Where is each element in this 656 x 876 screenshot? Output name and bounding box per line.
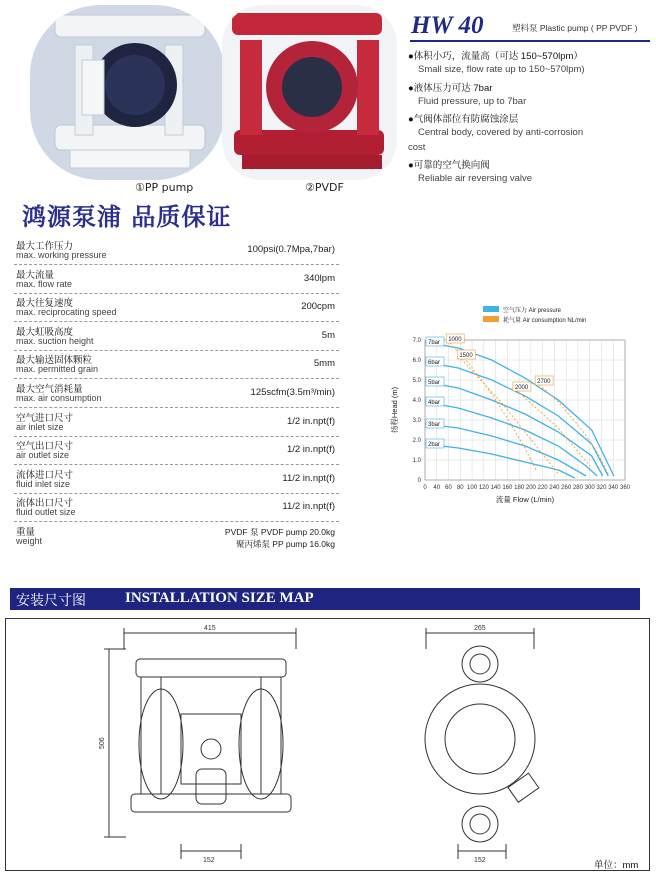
spec-row (14, 236, 339, 265)
x-tick-label: 300 (584, 485, 595, 491)
x-axis-label: 流量 Flow (L/min) (495, 495, 555, 504)
weight-pp: 聚丙烯泵 PP pump 16.0kg (235, 539, 335, 549)
drawing-frame (5, 618, 650, 871)
x-tick-label: 280 (572, 485, 583, 491)
spec-value: 200cpm (301, 301, 335, 313)
consumption-label: 2700 (537, 379, 551, 385)
plot-area (425, 340, 625, 480)
y-tick-label: 1.0 (412, 458, 421, 464)
performance-chart (385, 300, 640, 515)
legend-swatch (483, 316, 499, 322)
weight-zh: 重量 (16, 527, 36, 538)
spec-value: 11/2 in.npt(f) (282, 472, 335, 484)
spec-value: 1/2 in.npt(f) (286, 444, 335, 456)
pvdf-caption: ②PVDF (305, 181, 344, 194)
feature-4-en: Reliable air reversing valve (418, 173, 533, 184)
weight-row (14, 522, 339, 552)
spec-zh: 空气出口尺寸 (16, 441, 74, 453)
dim-height: 506 (99, 737, 106, 749)
weight-en: weight (16, 536, 43, 546)
pp-caption: ①PP pump (135, 181, 194, 194)
slogan: 鸿源泵浦 品质保证 (22, 202, 232, 231)
spec-value: 100psi(0.7Mpa,7bar) (247, 244, 335, 255)
curve-label: 5bar (428, 380, 441, 386)
spec-en: air inlet size (16, 421, 64, 432)
spec-row (14, 322, 339, 351)
feature-2-zh: ●液体压力可达 7bar (408, 83, 493, 94)
y-axis-label: 扬程Head (m) (390, 386, 399, 434)
x-tick-label: 360 (619, 485, 631, 491)
curve-label: 7bar (428, 340, 441, 346)
y-tick-label: 7.0 (412, 338, 421, 344)
spec-row (14, 293, 339, 322)
y-tick-label: 0 (417, 478, 421, 484)
spec-row (14, 265, 339, 294)
model-subtitle: 塑料泵 Plastic pump ( PP PVDF ) (512, 23, 638, 33)
feature-2-en: Fluid pressure, up to 7bar (418, 96, 527, 107)
x-tick-label: 160 (502, 485, 513, 491)
feature-4-zh: ●可靠的空气换向阀 (408, 160, 490, 171)
installation-drawing (6, 619, 649, 870)
title-rule (410, 40, 650, 42)
x-tick-label: 40 (433, 485, 441, 491)
weight-pvdf: PVDF 泵 PVDF pump 20.0kg (224, 527, 335, 537)
y-tick-label: 2.0 (412, 438, 421, 444)
spec-en: max. reciprocating speed (16, 307, 117, 318)
section-title-en: INSTALLATION SIZE MAP (125, 590, 314, 606)
x-tick-label: 100 (467, 485, 478, 491)
dim-width: 415 (204, 625, 216, 632)
consumption-label: 1500 (459, 353, 473, 359)
spec-row (14, 465, 339, 494)
spec-en: max. suction height (16, 335, 94, 346)
spec-value: 1/2 in.npt(f) (286, 415, 335, 427)
spec-row (14, 493, 339, 522)
spec-zh: 流体出口尺寸 (16, 498, 74, 510)
spec-en: air outlet size (16, 450, 70, 461)
x-tick-label: 320 (596, 485, 607, 491)
spec-zh: 最大流量 (16, 269, 55, 281)
x-tick-label: 340 (608, 485, 619, 491)
spec-en: fluid outlet size (16, 507, 76, 518)
spec-value: 125scfm(3.5m³/min) (250, 387, 335, 398)
spec-value: 340lpm (303, 272, 335, 284)
section-title-zh: 安装尺寸图 (16, 592, 86, 608)
dim-side-base: 152 (474, 857, 486, 864)
feature-1-en: Small size, flow rate up to 150~570lpm) (418, 64, 585, 75)
spec-en: max. air consumption (16, 393, 102, 403)
feature-3-en-cont: cost (408, 142, 426, 153)
spec-row (14, 350, 339, 379)
dim-side-width: 265 (474, 625, 486, 632)
spec-zh: 最大空气消耗量 (16, 384, 83, 395)
x-tick-label: 120 (478, 485, 489, 491)
spec-en: fluid inlet size (16, 478, 71, 489)
legend-label: 空气压力 Air pressure (503, 308, 562, 314)
spec-en: max. permitted grain (16, 364, 99, 375)
spec-en: max. working pressure (16, 250, 107, 260)
spec-row (14, 436, 339, 465)
curve-label: 4bar (428, 400, 441, 406)
pvdf-pump-photo (222, 5, 397, 180)
y-tick-label: 6.0 (412, 358, 421, 364)
x-tick-label: 180 (514, 485, 525, 491)
curve-label: 3bar (428, 422, 441, 428)
spec-en: max. flow rate (16, 278, 73, 289)
spec-value: 5m (321, 329, 335, 341)
spec-value: 11/2 in.npt(f) (282, 501, 335, 513)
y-tick-label: 3.0 (412, 418, 421, 424)
x-tick-label: 0 (423, 485, 427, 491)
section-bar (10, 588, 640, 610)
feature-3-en: Central body, covered by anti-corrosion (418, 127, 584, 138)
spec-row (14, 408, 339, 437)
spec-zh: 最大往复速度 (16, 298, 74, 310)
curve-label: 2bar (428, 442, 441, 448)
spec-zh: 最大虹吸高度 (16, 326, 74, 338)
spec-zh: 最大工作压力 (16, 241, 74, 252)
consumption-label: 2000 (514, 385, 529, 391)
dim-base: 152 (203, 857, 215, 864)
x-tick-label: 140 (490, 485, 501, 491)
spec-zh: 流体进口尺寸 (16, 469, 74, 481)
pp-pump-photo (30, 5, 225, 180)
spec-row (14, 379, 339, 408)
x-tick-label: 60 (445, 485, 452, 491)
model-name: HW 40 (411, 12, 484, 39)
x-tick-label: 220 (537, 485, 548, 491)
feature-3-zh: ●气阀体部位有防腐蚀涂层 (408, 114, 519, 125)
x-tick-label: 80 (456, 485, 464, 491)
feature-1-zh: ●体积小巧，流量高（可达 150~570lpm） (408, 51, 583, 62)
consumption-label: 1000 (448, 337, 462, 343)
legend-label: 耗气量 Air consumption NL/min (503, 318, 587, 324)
x-tick-label: 260 (561, 485, 572, 491)
curve-label: 6bar (428, 360, 441, 366)
spec-zh: 空气进口尺寸 (16, 412, 74, 424)
spec-zh: 最大输送固体颗粒 (16, 355, 93, 367)
y-tick-label: 4.0 (412, 398, 421, 404)
y-tick-label: 5.0 (412, 378, 421, 384)
spec-value: 5mm (313, 358, 335, 370)
x-tick-label: 240 (549, 485, 560, 491)
unit-label: 单位：mm (594, 860, 639, 871)
x-tick-label: 200 (525, 485, 536, 491)
legend-swatch (483, 306, 499, 312)
